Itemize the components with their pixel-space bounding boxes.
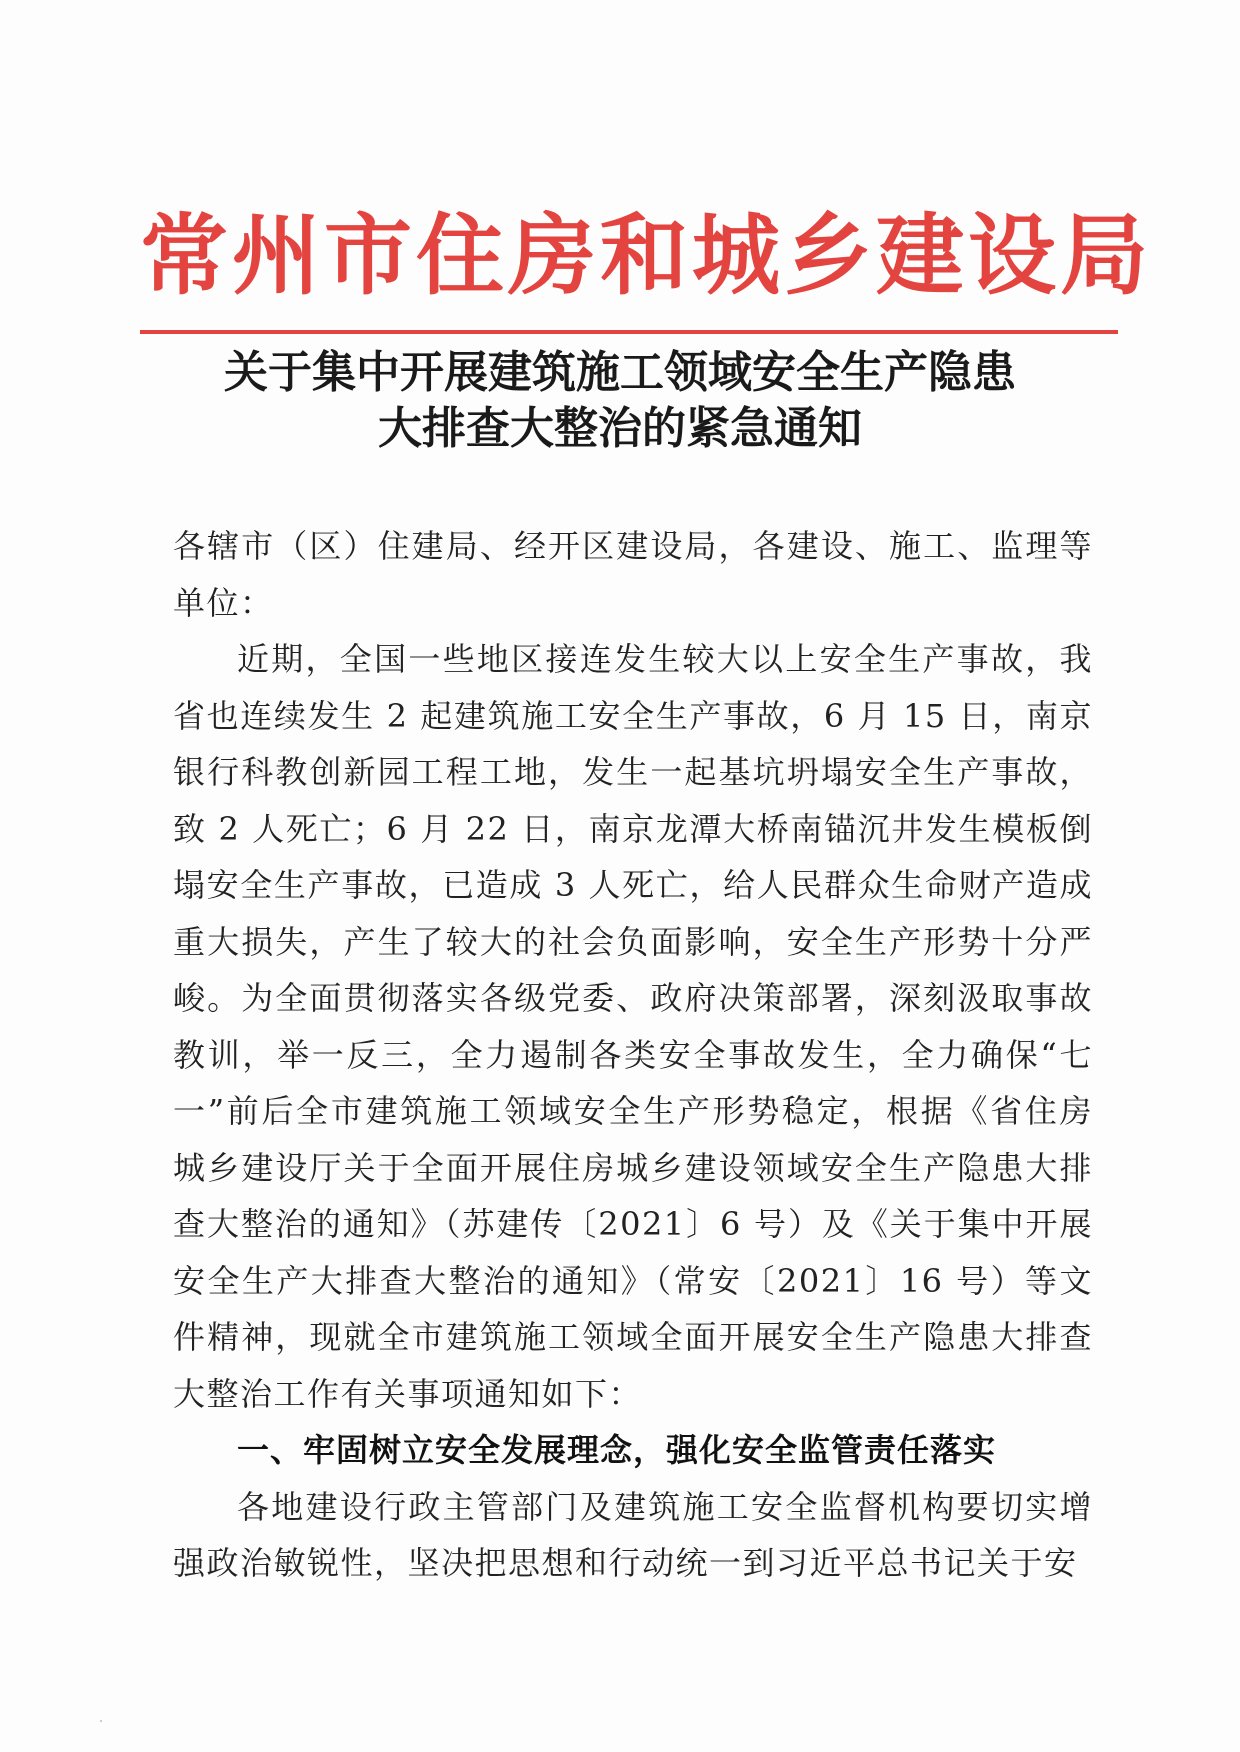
letterhead-agency-name: 常州市住房和城乡建设局 xyxy=(140,203,1153,307)
scan-speck xyxy=(100,1720,102,1722)
document-title-line-1: 关于集中开展建筑施工领域安全生产隐患 xyxy=(224,347,1016,398)
salutation: 各辖市（区）住建局、经开区建设局，各建设、施工、监理等单位： xyxy=(173,527,1093,622)
document-body xyxy=(173,518,1093,1592)
paragraph-2: 各地建设行政主管部门及建筑施工安全监督机构要切实增强政治敏锐性，坚决把思想和行动统一到习近平总书记关于安 xyxy=(173,1487,1093,1582)
section-1-heading: 一、牢固树立安全发展理念，强化安全监管责任落实 xyxy=(237,1431,997,1469)
document-title-line-2: 大排查大整治的紧急通知 xyxy=(378,403,862,454)
document-title xyxy=(140,345,1100,457)
paragraph-1: 近期，全国一些地区接连发生较大以上安全生产事故，我省也连续发生 2 起建筑施工安全生产事故，6 月 15 日，南京银行科教创新园工程工地，发生一起基坑坍塌安全生产事故，致 2 人死亡；6 月 22 日，南京龙潭大桥南锚沉井发生模板倒塌安全生产事故，已造成 3 人死亡，给人民群众生命财产造成重大损失，产生了较大的社会负面影响，安全生产形势十分严峻。为全面贯彻落实各级党委、政府决策部署，深刻汲取事故教训，举一反三，全力遏制各类安全事故发生，全力确保“七一”前后全市建筑施工领域安全生产形势稳定，根据《省住房城乡建设厅关于全面开展住房城乡建设领域安全生产隐患大排查大整治的通知》（苏建传〔2021〕6 号）及《关于集中开展安全生产大排查大整治的通知》（常安〔2021〕16 号）等文件精神，现就全市建筑施工领域全面开展安全生产隐患大排查大整治工作有关事项通知如下： xyxy=(173,640,1093,1413)
letterhead-red-rule xyxy=(140,330,1118,334)
